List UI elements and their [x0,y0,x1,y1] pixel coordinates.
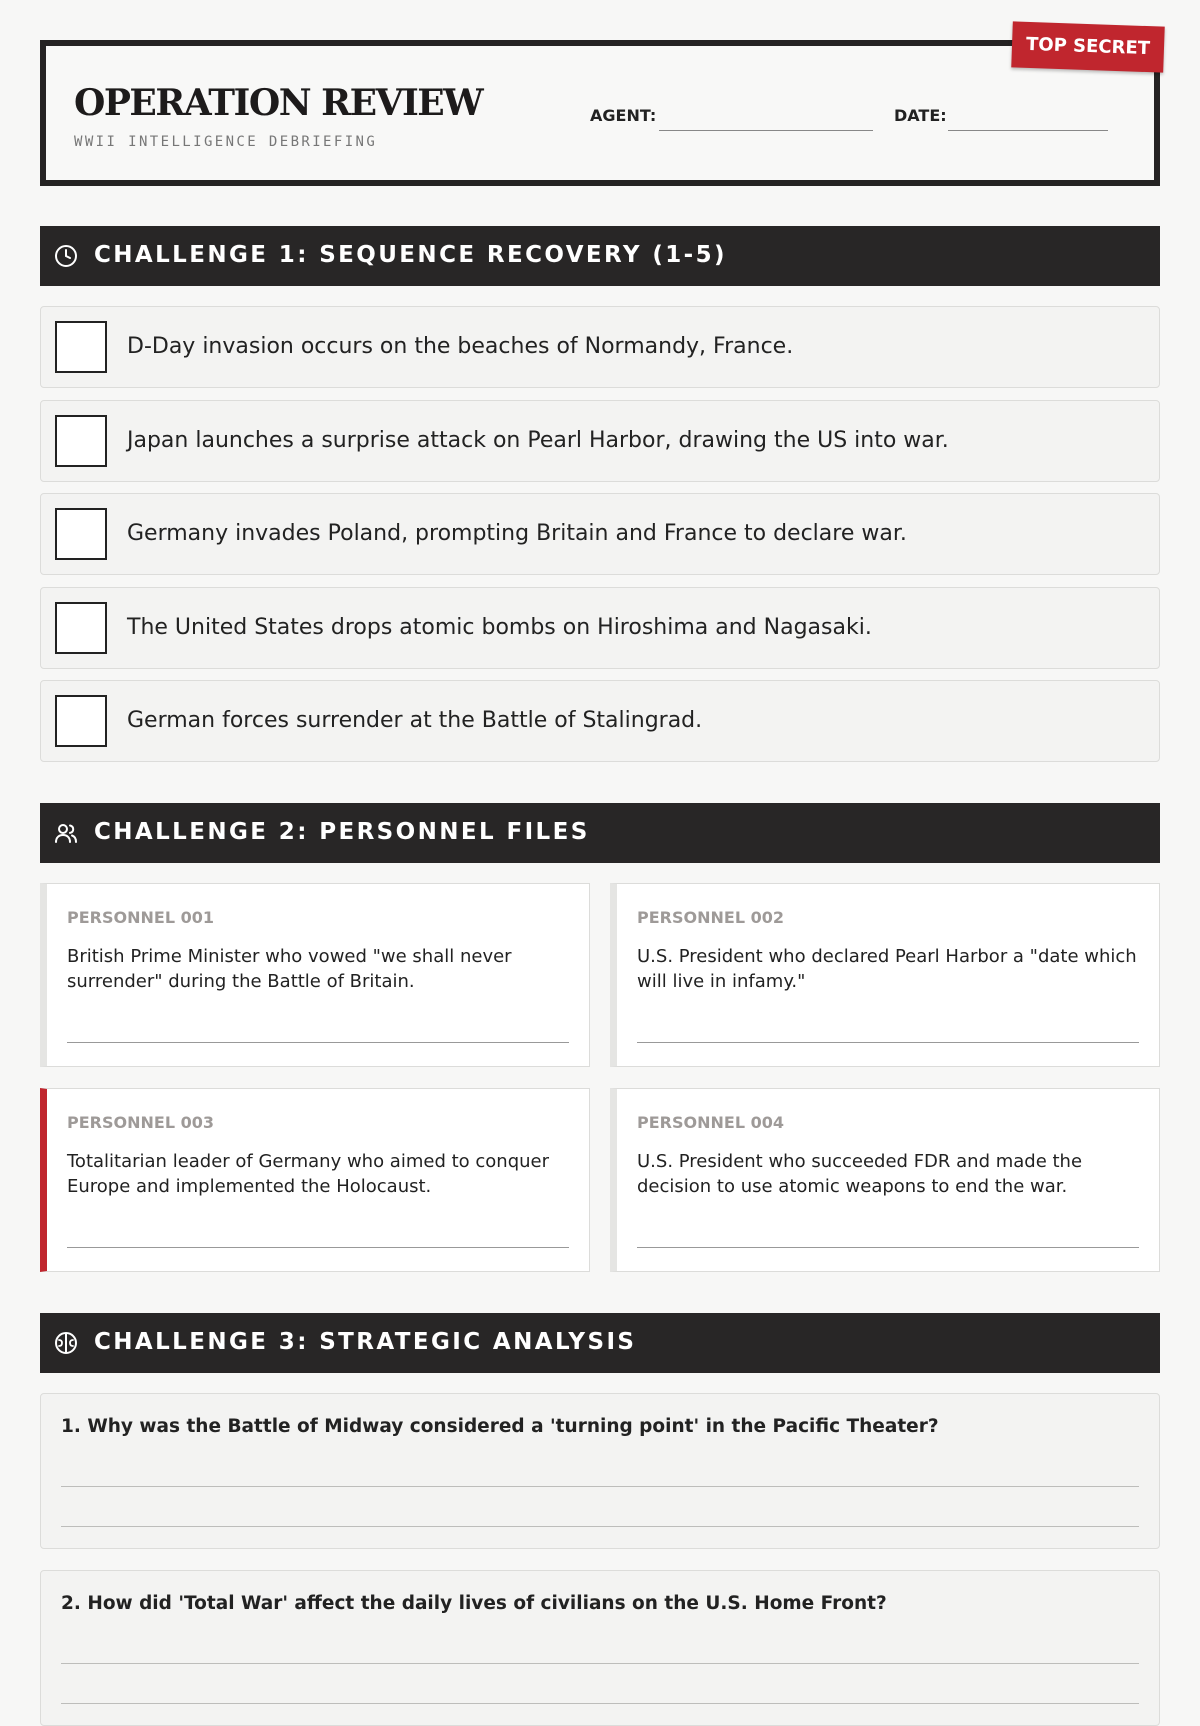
agent-field[interactable] [659,130,873,131]
analysis-question [40,1393,1160,1549]
top-secret-stamp: TOP SECRET [1011,21,1165,72]
sequence-item [40,680,1160,762]
sequence-item [40,587,1160,669]
answer-line[interactable] [61,1703,1139,1704]
personnel-label: PERSONNEL 002 [637,908,784,927]
personnel-card [40,1088,590,1272]
analysis-question [40,1570,1160,1726]
personnel-label: PERSONNEL 003 [67,1113,214,1132]
personnel-card [610,883,1160,1067]
challenge-1-header [40,226,1160,286]
sequence-event-text: Germany invades Poland, prompting Britain and France to declare war. [127,521,907,546]
date-field[interactable] [948,130,1108,131]
clock-icon [54,244,78,268]
page-subtitle: WWII INTELLIGENCE DEBRIEFING [74,134,378,150]
sequence-number-box[interactable] [55,415,107,467]
challenge-3-title: CHALLENGE 3: STRATEGIC ANALYSIS [94,1329,637,1355]
challenge-2-header [40,803,1160,863]
sequence-item [40,493,1160,575]
sequence-event-text: D-Day invasion occurs on the beaches of Normandy, France. [127,334,794,359]
personnel-clue: British Prime Minister who vowed "we shall never surrender" during the Battle of Britain. [67,946,512,992]
agent-label: AGENT: [590,106,657,125]
personnel-card [610,1088,1160,1272]
brain-icon [54,1331,78,1355]
personnel-label: PERSONNEL 004 [637,1113,784,1132]
challenge-3-header [40,1313,1160,1373]
answer-line[interactable] [61,1486,1139,1487]
personnel-card [40,883,590,1067]
personnel-clue: Totalitarian leader of Germany who aimed to conquer Europe and implemented the Holocaust. [67,1151,550,1197]
sequence-number-box[interactable] [55,508,107,560]
header-card [40,40,1160,186]
personnel-clue: U.S. President who declared Pearl Harbor a "date which will live in infamy." [637,946,1137,992]
sequence-number-box[interactable] [55,602,107,654]
question-text: 1. Why was the Battle of Midway considered a 'turning point' in the Pacific Theater? [61,1416,939,1437]
sequence-number-box[interactable] [55,321,107,373]
answer-line[interactable] [61,1526,1139,1527]
personnel-clue: U.S. President who succeeded FDR and made the decision to use atomic weapons to end the war. [637,1151,1083,1197]
personnel-answer-line[interactable] [637,1042,1139,1043]
answer-line[interactable] [61,1663,1139,1664]
challenge-1-title: CHALLENGE 1: SEQUENCE RECOVERY (1-5) [94,242,727,268]
users-icon [54,821,78,845]
challenge-2-title: CHALLENGE 2: PERSONNEL FILES [94,819,590,845]
sequence-item [40,400,1160,482]
page-title: OPERATION REVIEW [74,82,483,124]
personnel-answer-line[interactable] [67,1042,569,1043]
personnel-answer-line[interactable] [637,1247,1139,1248]
personnel-answer-line[interactable] [67,1247,569,1248]
sequence-event-text: The United States drops atomic bombs on Hiroshima and Nagasaki. [127,615,872,640]
personnel-label: PERSONNEL 001 [67,908,214,927]
sequence-event-text: German forces surrender at the Battle of Stalingrad. [127,708,703,733]
date-label: DATE: [894,106,947,125]
sequence-event-text: Japan launches a surprise attack on Pearl Harbor, drawing the US into war. [127,428,949,453]
sequence-item [40,306,1160,388]
sequence-number-box[interactable] [55,695,107,747]
question-text: 2. How did 'Total War' affect the daily lives of civilians on the U.S. Home Front? [61,1593,887,1614]
